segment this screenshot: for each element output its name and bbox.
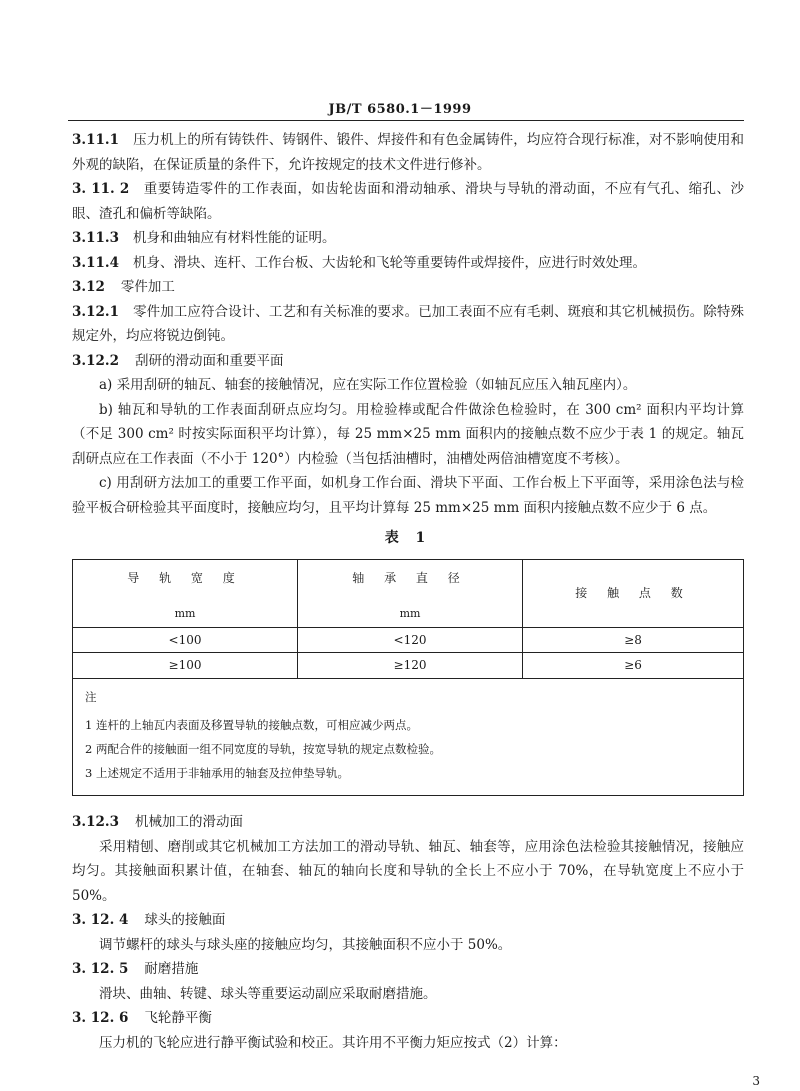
table-cell: <100: [73, 627, 298, 653]
standard-number-header: JB/T 6580.1－1999: [328, 102, 472, 117]
contact-points-table: [72, 559, 744, 679]
clause-title: 耐磨措施: [144, 961, 199, 977]
clause-3-11-1: [72, 128, 744, 177]
item-b: b) 轴瓦和导轨的工作表面刮研点应均匀。用检验棒或配合件做涂色检验时，在 300 cm² 面积内平均计算（不足 300 cm² 时按实际面积平均计算），每 25 mm×25 mm 面积内的接触点数不应少于表 1 的规定。轴瓦刮研点应在工作表面（不小于 120°）内检验（当包括油槽时，油槽处两倍油槽宽度不考核）。: [72, 401, 744, 467]
header-rule: [68, 120, 744, 121]
table-header-row: [73, 559, 744, 627]
header-bearing-diameter: [298, 559, 523, 627]
clause-number: 3.11.3: [72, 230, 119, 246]
table-caption: 表 1: [384, 530, 432, 546]
clause-3-12-5-text: 滑块、曲轴、转键、球头等重要运动副应采取耐磨措施。: [99, 985, 437, 1002]
page-number: 3: [752, 1074, 760, 1088]
table-cell: ≥100: [73, 653, 298, 679]
clause-3-12-4-text: 调节螺杆的球头与球头座的接触应均匀，其接触面积不应小于 50%。: [99, 936, 512, 953]
clause-text: 机身、滑块、连杆、工作台板、大齿轮和飞轮等重要铸件或焊接件，应进行时效处理。: [132, 254, 646, 271]
clause-3-12-3-text: 采用精刨、磨削或其它机械加工方法加工的滑动导轨、轴瓦、轴套等，应用涂色法检验其接触情况，接触应均匀。其接触面积累计值，在轴套、轴瓦的轴向长度和导轨的全长上不应小于 70%，在导轨宽度上不应小于 50%。: [72, 838, 744, 904]
clause-title: 刮研的滑动面和重要平面: [134, 352, 284, 369]
clause-number: 3.12.2: [72, 352, 119, 369]
clause-3-11-4: [72, 251, 744, 276]
clause-3-12-6-heading: [72, 1006, 744, 1031]
clause-number: 3.12.1: [72, 303, 119, 320]
clause-3-11-2: [72, 177, 744, 226]
header-name: 轴 承 直 径: [352, 570, 468, 585]
table-row: [73, 627, 744, 653]
clause-number: 3. 11. 2: [72, 181, 130, 197]
table-cell: ≥8: [523, 627, 744, 653]
note-item: 2 两配合件的接触面一组不同宽度的导轨，按宽导轨的规定点数检验。: [85, 742, 441, 756]
clause-text: 机身和曲轴应有材料性能的证明。: [132, 230, 336, 246]
header-contact-points: [523, 559, 744, 627]
clause-title: 球头的接触面: [144, 912, 226, 928]
clause-text: 零件加工应符合设计、工艺和有关标准的要求。已加工表面不应有毛刺、斑痕和其它机械损伤。除特殊规定外，均应将锐边倒钝。: [72, 303, 744, 344]
clause-text: 压力机上的所有铸铁件、铸钢件、锻件、焊接件和有色金属铸件，均应符合现行标准，对不影响使用和外观的缺陷，在保证质量的条件下，允许按规定的技术文件进行修补。: [72, 132, 744, 173]
clause-number: 3. 12. 6: [72, 1010, 129, 1026]
clause-title: 机械加工的滑动面: [134, 814, 243, 830]
header-name: 接 触 点 数: [575, 585, 691, 600]
clause-number: 3. 12. 5: [72, 961, 129, 977]
clause-3-12-6-text: 压力机的飞轮应进行静平衡试验和校正。其许用不平衡力矩应按式（2）计算：: [99, 1034, 567, 1051]
header-name: 导 轨 宽 度: [127, 570, 243, 585]
section-3-12-heading: [72, 275, 744, 300]
item-c: c) 用刮研方法加工的重要工作平面，如机身工作台面、滑块下平面、工作台板上下平面等，采用涂色法与检验平板合研检验其平面度时，接触应均匀，且平均计算每 25 mm×25 mm 面积内接触点数不应少于 6 点。: [72, 475, 744, 516]
header-unit: mm: [399, 607, 421, 620]
clause-3-12-5-heading: [72, 957, 744, 982]
table-cell: <120: [298, 627, 523, 653]
clause-number: 3. 12. 4: [72, 912, 129, 928]
table-cell: ≥120: [298, 653, 523, 679]
clause-3-12-3-heading: [72, 810, 744, 835]
clause-3-12-4-heading: [72, 908, 744, 933]
clause-3-12-2-heading: [72, 349, 744, 374]
note-item: 1 连杆的上轴瓦内表面及移置导轨的接触点数，可相应减少两点。: [85, 718, 418, 732]
table-cell: ≥6: [523, 653, 744, 679]
clause-3-12-1: [72, 300, 744, 349]
header-unit: mm: [174, 607, 196, 620]
clause-number: 3.12.3: [72, 814, 119, 830]
header-guide-width: [73, 559, 298, 627]
clause-text: 重要铸造零件的工作表面，如齿轮齿面和滑动轴承、滑块与导轨的滑动面，不应有气孔、缩孔、沙眼、渣孔和偏析等缺陷。: [72, 181, 744, 222]
body-text: [72, 128, 744, 1055]
table-notes: [72, 679, 744, 797]
clause-number: 3.11.4: [72, 254, 119, 271]
clause-number: 3.11.1: [72, 132, 119, 148]
clause-3-11-3: [72, 226, 744, 251]
section-number: 3.12: [72, 279, 105, 295]
clause-title: 飞轮静平衡: [144, 1010, 212, 1026]
note-item: 3 上述规定不适用于非轴承用的轴套及拉伸垫导轨。: [85, 766, 349, 780]
item-a: a) 采用刮研的轴瓦、轴套的接触情况，应在实际工作位置检验（如轴瓦应压入轴瓦座内）。: [99, 377, 637, 393]
table-row: [73, 653, 744, 679]
section-title: 零件加工: [120, 279, 175, 295]
notes-title: 注: [85, 689, 97, 704]
